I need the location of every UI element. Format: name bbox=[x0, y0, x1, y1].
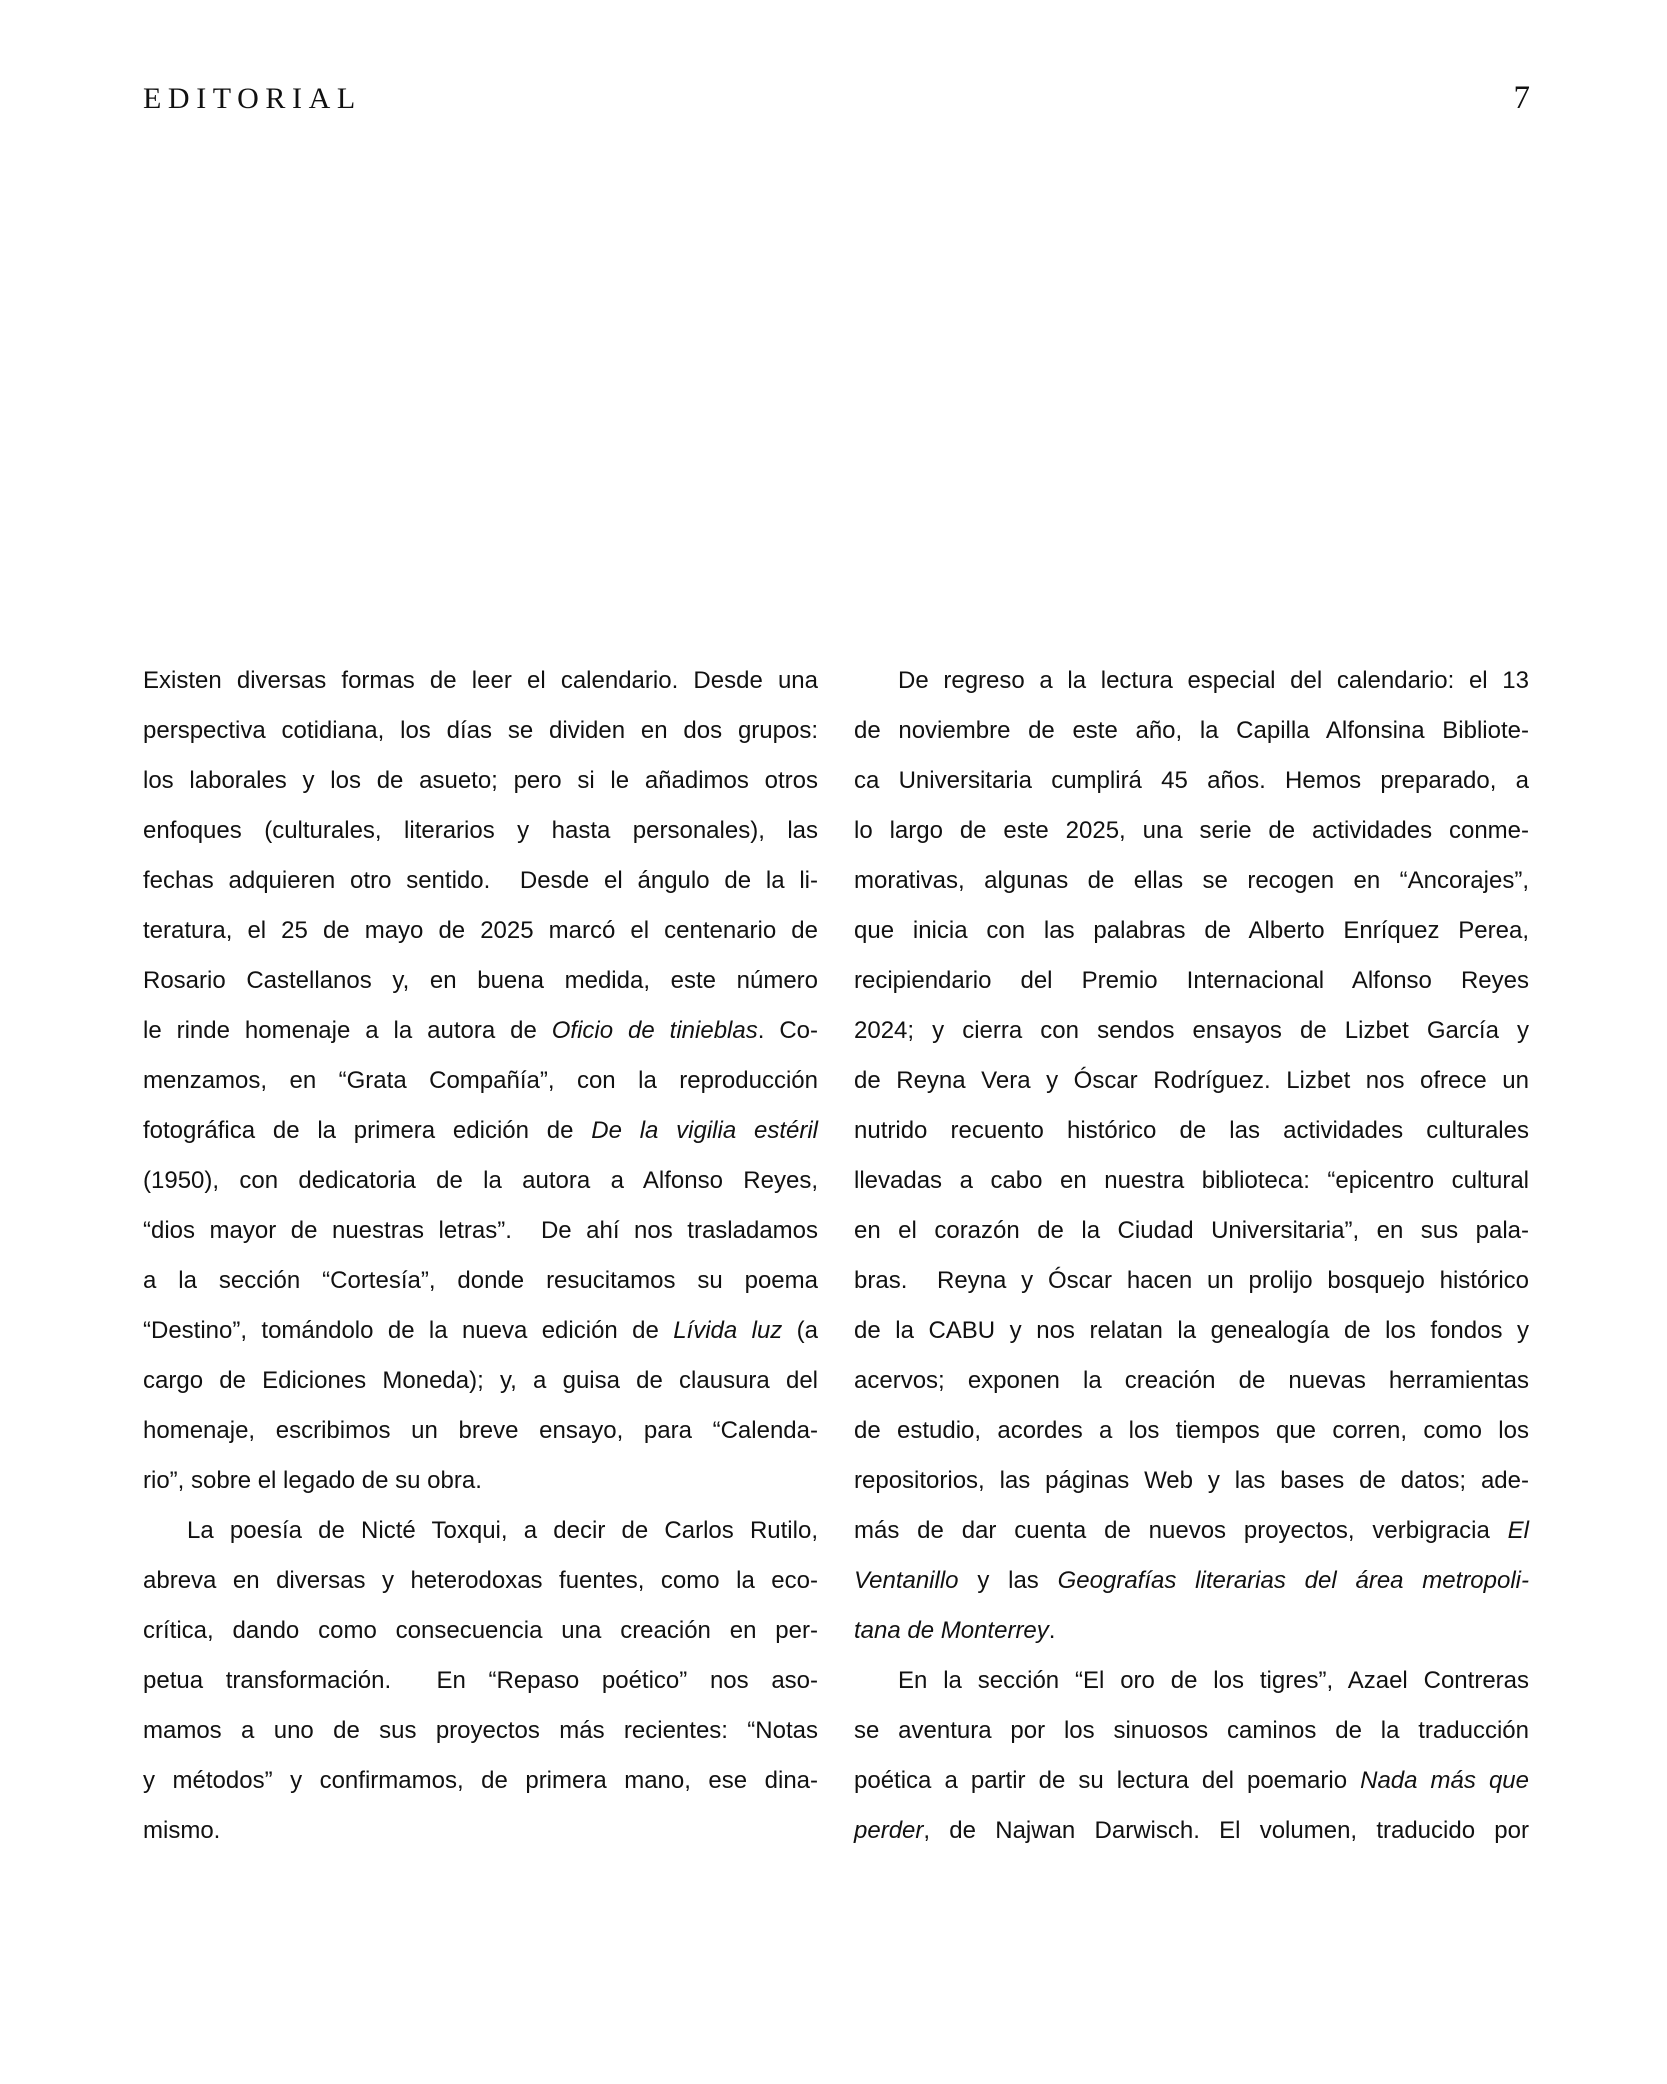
text-line bbox=[143, 856, 818, 906]
text-line bbox=[143, 1656, 818, 1706]
text-segment: acervos; exponen la creación de nuevas herramientas bbox=[854, 1367, 1529, 1394]
text-line bbox=[143, 1756, 818, 1806]
italic-text-segment: Lívida luz bbox=[673, 1317, 783, 1344]
text-line bbox=[854, 1756, 1529, 1806]
section-title: EDITORIAL bbox=[143, 82, 362, 115]
text-segment: homenaje, escribimos un breve ensayo, para “Calenda- bbox=[143, 1417, 818, 1444]
text-segment: de la CABU y nos relatan la genealogía de los fondos y bbox=[854, 1317, 1529, 1344]
text-line bbox=[143, 1806, 818, 1856]
text-segment: Existen diversas formas de leer el calendario. Desde una bbox=[143, 667, 818, 694]
text-segment: fechas adquieren otro sentido. Desde el ángulo de la li- bbox=[143, 867, 818, 894]
text-segment: de noviembre de este año, la Capilla Alfonsina Bibliote- bbox=[854, 717, 1529, 744]
text-line bbox=[854, 806, 1529, 856]
text-segment: los laborales y los de asueto; pero si le añadimos otros bbox=[143, 767, 818, 794]
text-line bbox=[854, 1356, 1529, 1406]
text-segment: , de Najwan Darwisch. El volumen, traducido por bbox=[923, 1817, 1529, 1844]
text-line bbox=[854, 956, 1529, 1006]
text-segment: poética a partir de su lectura del poemario bbox=[854, 1767, 1361, 1794]
text-line bbox=[854, 1506, 1529, 1556]
text-segment: “dios mayor de nuestras letras”. De ahí nos trasladamos bbox=[143, 1217, 818, 1244]
text-line bbox=[854, 1006, 1529, 1056]
text-segment: de estudio, acordes a los tiempos que corren, como los bbox=[854, 1417, 1529, 1444]
text-segment: “Destino”, tomándolo de la nueva edición de bbox=[143, 1317, 674, 1344]
text-line bbox=[854, 1056, 1529, 1106]
text-line bbox=[854, 1706, 1529, 1756]
text-line bbox=[854, 906, 1529, 956]
text-line bbox=[143, 1406, 818, 1456]
text-line bbox=[143, 1456, 818, 1506]
text-segment: llevadas a cabo en nuestra biblioteca: “epicentro cultural bbox=[854, 1167, 1529, 1194]
text-segment: rio”, sobre el legado de su obra. bbox=[143, 1467, 482, 1494]
text-segment: bras. Reyna y Óscar hacen un prolijo bosquejo histórico bbox=[854, 1267, 1529, 1294]
text-segment: y las bbox=[958, 1567, 1058, 1594]
text-segment: perspectiva cotidiana, los días se dividen en dos grupos: bbox=[143, 717, 818, 744]
italic-text-segment: El bbox=[1507, 1517, 1529, 1544]
column-left bbox=[143, 656, 818, 1856]
text-line bbox=[854, 756, 1529, 806]
italic-text-segment: Nada más que bbox=[1360, 1767, 1529, 1794]
text-segment: petua transformación. En “Repaso poético” nos aso- bbox=[143, 1667, 818, 1694]
text-line bbox=[143, 1556, 818, 1606]
text-segment: a la sección “Cortesía”, donde resucitamos su poema bbox=[143, 1267, 818, 1294]
text-segment: teratura, el 25 de mayo de 2025 marcó el centenario de bbox=[143, 917, 818, 944]
text-line bbox=[854, 1306, 1529, 1356]
text-line bbox=[854, 1256, 1529, 1306]
text-line bbox=[854, 1106, 1529, 1156]
text-segment: morativas, algunas de ellas se recogen en “Ancorajes”, bbox=[854, 867, 1529, 894]
italic-text-segment: perder bbox=[854, 1817, 924, 1844]
text-segment: lo largo de este 2025, una serie de actividades conme- bbox=[854, 817, 1529, 844]
text-segment: recipiendario del Premio Internacional Alfonso Reyes bbox=[854, 967, 1529, 994]
text-line bbox=[854, 1556, 1529, 1606]
text-line bbox=[143, 656, 818, 706]
column-right bbox=[854, 656, 1529, 1856]
italic-text-segment: Geografías literarias del área metropoli- bbox=[1057, 1567, 1530, 1594]
text-segment: que inicia con las palabras de Alberto Enríquez Perea, bbox=[854, 917, 1529, 944]
text-segment: se aventura por los sinuosos caminos de la traducción bbox=[854, 1717, 1529, 1744]
text-segment: nutrido recuento histórico de las actividades culturales bbox=[854, 1117, 1529, 1144]
text-segment: mamos a uno de sus proyectos más recientes: “Notas bbox=[143, 1717, 818, 1744]
text-line bbox=[143, 806, 818, 856]
page-header bbox=[143, 80, 1530, 117]
text-line bbox=[143, 1506, 818, 1556]
text-segment: 2024; y cierra con sendos ensayos de Lizbet García y bbox=[854, 1017, 1529, 1044]
text-segment: fotográfica de la primera edición de bbox=[143, 1117, 592, 1144]
text-segment: repositorios, las páginas Web y las bases de datos; ade- bbox=[854, 1467, 1529, 1494]
text-segment: y métodos” y confirmamos, de primera mano, ese dina- bbox=[143, 1767, 818, 1794]
text-line bbox=[854, 1656, 1529, 1706]
text-line bbox=[143, 1056, 818, 1106]
text-line bbox=[143, 1106, 818, 1156]
text-segment: Rosario Castellanos y, en buena medida, este número bbox=[143, 967, 818, 994]
text-line bbox=[854, 1606, 1529, 1656]
text-segment: . bbox=[1048, 1617, 1056, 1644]
text-line bbox=[143, 1356, 818, 1406]
text-segment: más de dar cuenta de nuevos proyectos, verbigracia bbox=[854, 1517, 1508, 1544]
text-line bbox=[143, 1156, 818, 1206]
text-line bbox=[854, 1456, 1529, 1506]
text-segment: De regreso a la lectura especial del calendario: el 13 bbox=[898, 667, 1529, 694]
text-line bbox=[143, 1706, 818, 1756]
text-segment: mismo. bbox=[143, 1817, 221, 1844]
text-line bbox=[854, 1406, 1529, 1456]
text-line bbox=[854, 706, 1529, 756]
text-segment: . Co- bbox=[757, 1017, 819, 1044]
text-line bbox=[854, 656, 1529, 706]
text-line bbox=[143, 1206, 818, 1256]
text-line bbox=[143, 1306, 818, 1356]
text-line bbox=[143, 1256, 818, 1306]
text-line bbox=[854, 1156, 1529, 1206]
page-number: 7 bbox=[1513, 80, 1530, 116]
text-segment: abreva en diversas y heterodoxas fuentes, como la eco- bbox=[143, 1567, 818, 1594]
text-segment: le rinde homenaje a la autora de bbox=[143, 1017, 552, 1044]
text-segment: de Reyna Vera y Óscar Rodríguez. Lizbet nos ofrece un bbox=[854, 1067, 1529, 1094]
text-segment: (a bbox=[782, 1317, 819, 1344]
text-line bbox=[143, 1006, 818, 1056]
italic-text-segment: Oficio de tinieblas bbox=[551, 1017, 758, 1044]
text-line bbox=[143, 1606, 818, 1656]
text-segment: en el corazón de la Ciudad Universitaria”, en sus pala- bbox=[854, 1217, 1529, 1244]
text-segment: En la sección “El oro de los tigres”, Azael Contreras bbox=[898, 1667, 1529, 1694]
text-line bbox=[854, 1206, 1529, 1256]
text-segment: (1950), con dedicatoria de la autora a Alfonso Reyes, bbox=[143, 1167, 818, 1194]
italic-text-segment: Ventanillo bbox=[854, 1567, 959, 1594]
italic-text-segment: tana de Monterrey bbox=[854, 1617, 1049, 1644]
text-segment: menzamos, en “Grata Compañía”, con la reproducción bbox=[143, 1067, 818, 1094]
text-line bbox=[143, 956, 818, 1006]
text-segment: ca Universitaria cumplirá 45 años. Hemos preparado, a bbox=[854, 767, 1529, 794]
text-line bbox=[143, 706, 818, 756]
text-segment: enfoques (culturales, literarios y hasta personales), las bbox=[143, 817, 818, 844]
text-line bbox=[143, 756, 818, 806]
text-segment: cargo de Ediciones Moneda); y, a guisa de clausura del bbox=[143, 1367, 818, 1394]
text-line bbox=[854, 856, 1529, 906]
text-line bbox=[143, 906, 818, 956]
text-segment: La poesía de Nicté Toxqui, a decir de Carlos Rutilo, bbox=[187, 1517, 818, 1544]
italic-text-segment: De la vigilia estéril bbox=[591, 1117, 819, 1144]
text-line bbox=[854, 1806, 1529, 1856]
text-segment: crítica, dando como consecuencia una creación en per- bbox=[143, 1617, 818, 1644]
